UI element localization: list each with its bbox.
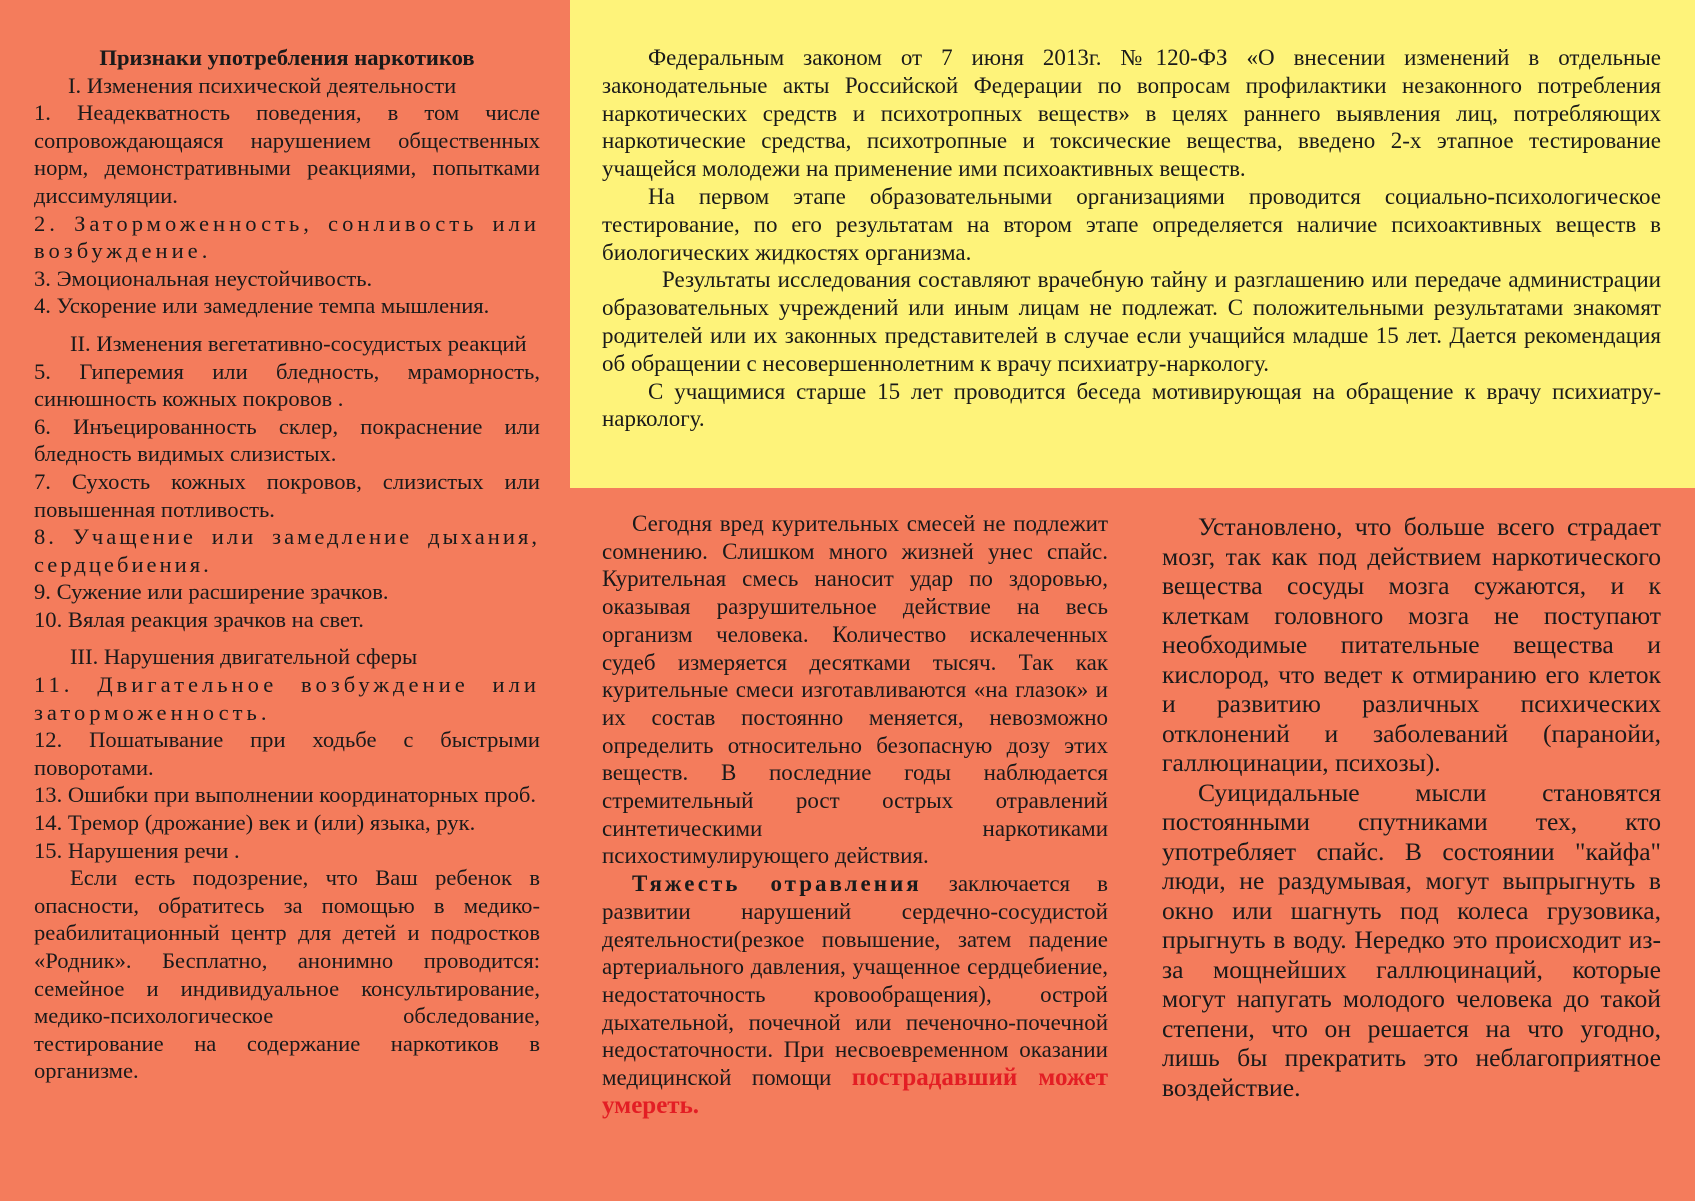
symptom-item: 12. Пошатывание при ходьбе с быстрыми поворотами. — [34, 727, 540, 780]
federal-law-panel — [570, 0, 1695, 488]
symptom-item: 2. Заторможенность, сонливость или возбуждение. — [34, 210, 540, 264]
symptom-item: 5. Гиперемия или бледность, мраморность, синюшность кожных покровов . — [34, 358, 540, 412]
smoking-mixtures-panel — [570, 488, 1110, 1201]
symptom-item: 10. Вялая реакция зрачков на свет. — [34, 606, 364, 632]
symptom-item: 7. Сухость кожных покровов, слизистых или повышенная потливость. — [34, 468, 540, 522]
law-paragraph: С учащимися старше 15 лет проводится беседа мотивирующая на обращение к врачу психиатру-наркологу. — [602, 378, 1661, 432]
symptom-item: 6. Инъецированность склер, покраснение или бледность видимых слизистых. — [34, 413, 540, 467]
advice-paragraph: Если есть подозрение, что Ваш ребенок в опасности, обратитесь за помощью в медико-реабилитационный центр для детей и подростков «Родник». Бесплатно, анонимно проводится: семейное и индивидуальное консультирование, медико-психологическое обследование, тестирование на содержание наркотиков в организме. — [34, 865, 540, 1084]
smoking-paragraph: Сегодня вред курительных смесей не подлежит сомнению. Слишком много жизней унес спайс. Курительная смесь наносит удар по здоровью, оказывая разрушительное действие на весь организм человека. Количество искалеченных судеб измеряется десятками тысяч. Так как курительные смеси изготавливаются «на глазок» и их состав постоянно меняется, невозможно определить относительно безопасную дозу этих веществ. В последние годы наблюдается стремительный рост острых отравлений синтетическими наркотиками психостимулирующего действия. — [602, 511, 1108, 869]
section-vegetative-heading: II. Изменения вегетативно-сосудистых реакций — [70, 330, 527, 356]
symptom-item: 1. Неадекватность поведения, в том числе сопровождающаяся нарушением общественных норм, демонстративными реакциями, попытками диссимуляции. — [34, 100, 540, 208]
law-paragraph: Федеральным законом от 7 июня 2013г. №120-ФЗ «О внесении изменений в отдельные законодательные акты Российской Федерации по вопросам профилактики незаконного потребления наркотических средств и психотропных веществ» в целях раннего выявления лиц, потребляющих наркотические средства, психотропные и токсические вещества, введено 2-х этапное тестирование учащейся молодежи на применение ими психоактивных веществ. — [602, 45, 1661, 182]
law-paragraph: Результаты исследования составляют врачебную тайну и разглашению или передаче администрации образовательных учреждений или иным лицам не подлежат. С положительными результатами знакомят родителей или их законных представителей в случае если учащийся младше 15 лет. Дается рекомендация об обращении с несовершеннолетним к врачу психиатру-наркологу. — [602, 267, 1661, 376]
symptom-item: 15. Нарушения речи . — [34, 837, 240, 863]
symptoms-panel — [0, 0, 570, 1201]
poisoning-body: заключается в развитии нарушений сердечно-сосудистой деятельности(резкое повышение, затем падение артериального давления, учащенное сердцебиение, недостаточность кровообращения), острой дыхательной, почечной или печеночно-почечной недостаточности. При несвоевременном оказании медицинской помощи — [602, 871, 1108, 1091]
poisoning-paragraph — [602, 870, 1108, 1119]
warning-text: пострадавший может умереть. — [602, 1064, 1108, 1119]
section-motor-heading: III. Нарушения двигательной сферы — [70, 644, 418, 670]
symptom-item: 8. Учащение или замедление дыхания, сердцебиения. — [34, 524, 540, 577]
symptom-item: 11. Двигательное возбуждение или заторможенность. — [34, 672, 540, 725]
symptom-item: 14. Тремор (дрожание) век и (или) языка, рук. — [34, 810, 476, 836]
symptom-item: 3. Эмоциональная неустойчивость. — [34, 265, 373, 291]
brain-paragraph: Установлено, что больше всего страдает мозг, так как под действием наркотического вещества сосуды мозга сужаются, и к клеткам головного мозга не поступают необходимые питательные вещества и кислород, что ведет к отмиранию его клеток и развитию различных психических отклонений и заболеваний (паранойи, галлюцинации, психозы). — [1162, 512, 1661, 777]
section-mental-heading: I. Изменения психической деятельности — [68, 72, 457, 98]
brain-damage-panel — [1110, 488, 1695, 1201]
law-paragraph: На первом этапе образовательными организациями проводится социально-психологическое тестирование, по его результатам на втором этапе определяется наличие психоактивных веществ в биологических жидкостях организма. — [602, 183, 1661, 265]
symptom-item: 4. Ускорение или замедление темпа мышления. — [34, 293, 490, 319]
symptoms-title: Признаки употребления наркотиков — [99, 45, 475, 70]
poisoning-lead: Тяжесть отравления — [632, 871, 922, 897]
symptom-item: 9. Сужение или расширение зрачков. — [34, 579, 389, 605]
symptom-item: 13. Ошибки при выполнении координаторных проб. — [34, 782, 537, 808]
suicide-paragraph: Суицидальные мысли становятся постоянными спутниками тех, кто употребляет спайс. В состоянии "кайфа" люди, не раздумывая, могут выпрыгнуть в окно или шагнуть под колеса грузовика, прыгнуть в воду. Нередко это происходит из-за мощнейших галлюцинаций, которые могут напугать молодого человека до такой степени, что он решается на что угодно, лишь бы прекратить это неблагоприятное воздействие. — [1162, 777, 1661, 1102]
